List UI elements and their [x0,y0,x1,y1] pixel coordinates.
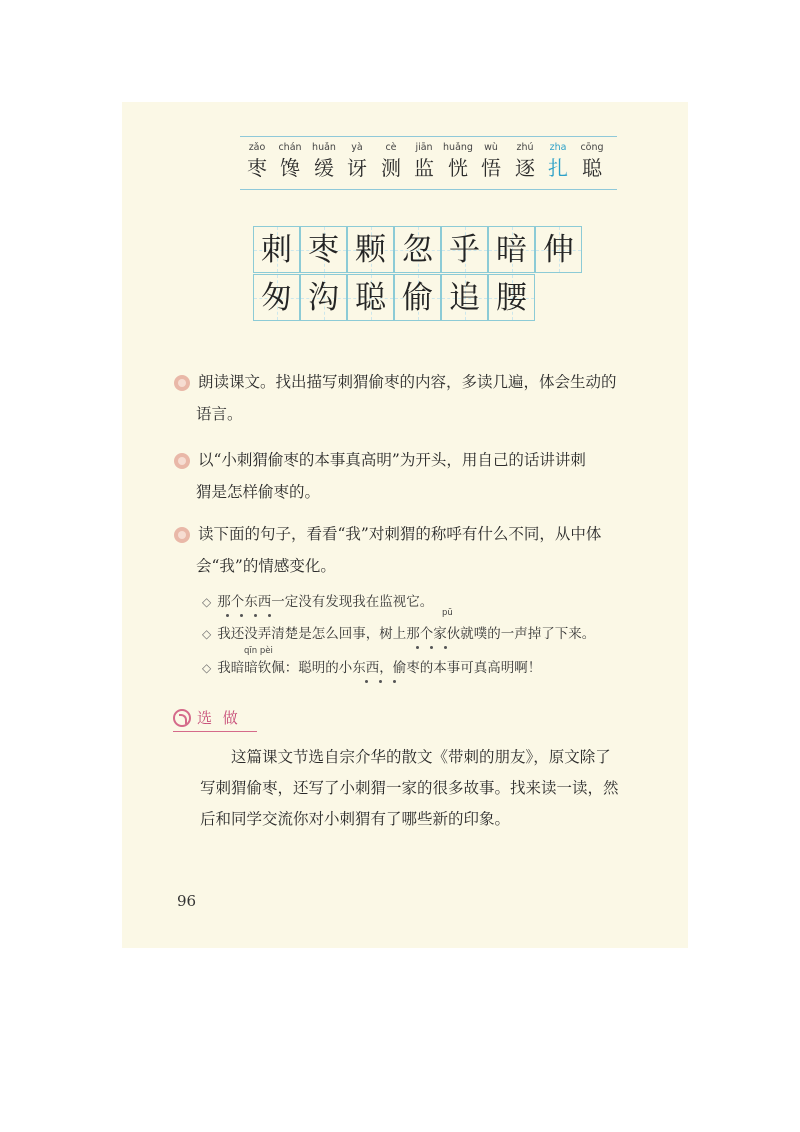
exercise-line: 读下面的句子，看看“我”对刺猬的称呼有什么不同，从中体 [198,525,602,543]
character: 测 [381,156,401,180]
grid-cell [394,226,441,273]
grid-character: 暗 [496,232,527,268]
grid-cell [347,226,394,273]
pinyin: cōng [580,142,604,153]
character: 讶 [347,156,367,180]
pinyin: zǎo [248,142,266,153]
grid-character: 匆 [261,280,292,316]
example-sentence-1 [202,591,433,613]
pinyin-annotation: qīn pèi [244,646,273,656]
grid-cell [488,274,535,321]
character: 扎 [548,156,568,180]
optional-label: 选 做 [197,709,241,727]
vocab-item [307,137,341,180]
optional-paragraph [200,742,668,835]
emphasis-dot [430,646,433,649]
emphasis-dot [268,614,271,617]
exercise-text [198,366,676,430]
pinyin: huǎng [443,142,473,153]
grid-cell [253,226,300,273]
emphasis-dot [226,614,229,617]
emphasis-dot [379,680,382,683]
character: 馋 [280,156,300,180]
pinyin: wù [484,142,498,153]
vocab-item [441,137,475,180]
pinyin: chán [278,142,302,153]
vocab-item [240,137,274,180]
exercise-line: 猬是怎样偷枣的。 [196,483,321,501]
exercise-bullet-icon [174,527,190,543]
grid-character: 沟 [308,280,339,316]
exercise-line: 语言。 [196,405,243,423]
sentence-text: 我还没弄清楚是怎么回事，树上那个家伙就噗的一声掉了下来。 [217,626,596,642]
vocab-item [474,137,508,180]
exercise-line: 以“小刺猬偷枣的本事真高明”为开头，用自己的话讲讲刺 [198,451,586,469]
sentence-text: 我暗暗钦佩：聪明的小东西，偷枣的本事可真高明啊！ [217,660,542,676]
grid-character: 偷 [402,280,433,316]
exercise-3 [176,518,676,582]
sentence-text: 那个东西一定没有发现我在监视它。 [217,594,434,610]
grid-character: 颗 [355,232,386,268]
vocabulary-strip [240,136,617,190]
diamond-icon: ◇ [202,595,212,609]
grid-cell [535,226,582,273]
character: 悟 [481,156,501,180]
emphasis-dot [254,614,257,617]
grid-row-1 [253,226,583,274]
exercise-bullet-icon [174,375,190,391]
example-sentence-2 [202,623,595,645]
grid-cell [253,274,300,321]
vocab-item [340,137,374,180]
grid-cell [441,274,488,321]
grid-character: 追 [449,280,480,316]
grid-character: 乎 [449,232,480,268]
exercise-text [198,444,676,508]
grid-cell [300,226,347,273]
grid-character: 聪 [355,280,386,316]
vocab-item [407,137,441,180]
exercise-2 [176,444,676,508]
vocab-item [273,137,307,180]
optional-underline [173,731,257,732]
character: 逐 [515,156,535,180]
paragraph-line: 写刺猬偷枣，还写了小刺猬一家的很多故事。找来读一读，然 [200,779,619,797]
grid-character: 刺 [261,232,292,268]
exercise-1 [176,366,676,430]
grid-character: 枣 [308,232,339,268]
paragraph-line: 后和同学交流你对小刺猬有了哪些新的印象。 [200,810,511,828]
emphasis-dot [240,614,243,617]
diamond-icon: ◇ [202,627,212,641]
exercise-line: 会“我”的情感变化。 [196,557,336,575]
vocab-item [508,137,542,180]
grid-character: 忽 [402,232,433,268]
pinyin: zha [549,142,567,153]
vocab-item [575,137,609,180]
vocab-item-highlighted [541,137,575,180]
pinyin: jiān [415,142,433,153]
pinyin: huǎn [312,142,336,153]
exercise-text [198,518,676,582]
grid-cell [488,226,535,273]
grid-cell [347,274,394,321]
paragraph-line: 这篇课文节选自宗介华的散文《带刺的朋友》，原文除了 [231,748,611,766]
emphasis-dot [393,680,396,683]
page-number: 96 [177,892,197,910]
emphasis-dot [365,680,368,683]
example-sentence-3 [202,657,541,679]
emphasis-dot [444,646,447,649]
grid-cell [300,274,347,321]
character: 枣 [247,156,267,180]
character: 聪 [582,156,602,180]
optional-icon [173,709,191,727]
pinyin: cè [385,142,397,153]
character: 监 [414,156,434,180]
grid-cell [394,274,441,321]
grid-character: 伸 [543,232,574,268]
character: 恍 [448,156,468,180]
vocab-item [374,137,408,180]
character: 缓 [314,156,334,180]
pinyin: zhú [516,142,534,153]
pinyin-annotation: pū [442,608,453,618]
grid-row-2 [253,274,536,322]
diamond-icon: ◇ [202,661,212,675]
pinyin: yà [351,142,363,153]
grid-cell [441,226,488,273]
grid-character: 腰 [496,280,527,316]
emphasis-dot [416,646,419,649]
exercise-line: 朗读课文。找出描写刺猬偷枣的内容，多读几遍，体会生动的 [198,373,617,391]
exercise-bullet-icon [174,453,190,469]
